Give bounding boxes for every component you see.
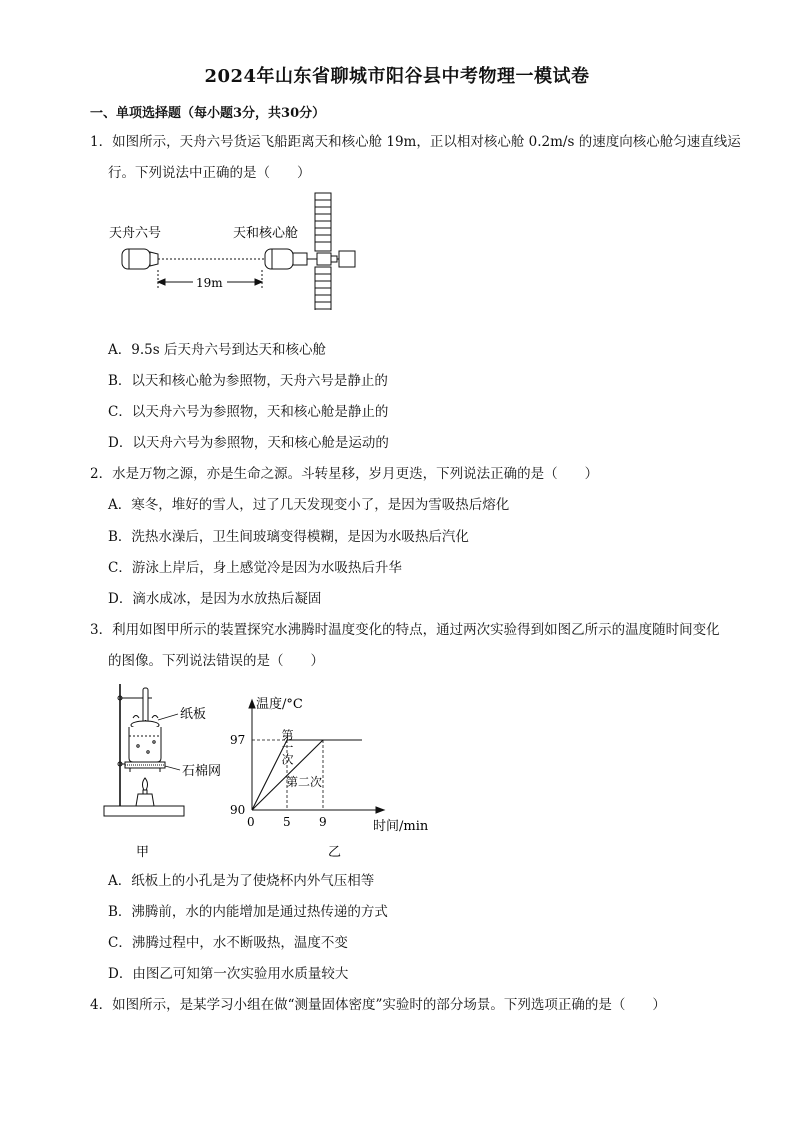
q1-label-tianhe: 天和核心舱 (233, 226, 299, 241)
q2-option-b: B．洗热水澡后，卫生间玻璃变得模糊，是因为水吸热后汽化 (108, 529, 469, 545)
label-paper-lid: 纸板 (180, 707, 207, 722)
series-first-label (258, 729, 294, 765)
label-asbestos-gauze: 石棉网 (182, 764, 222, 779)
graph-axes (249, 700, 384, 813)
graph-xtick-0: 0 (247, 815, 255, 829)
q3-option-a: A．纸板上的小孔是为了使烧杯内外气压相等 (108, 873, 375, 889)
q3-option-b: B．沸腾前，水的内能增加是通过热传递的方式 (108, 904, 388, 920)
q2-option-d: D．滴水成冰，是因为水放热后凝固 (108, 591, 322, 607)
q2-option-a: A．寒冬，堆好的雪人，过了几天发现变小了，是因为雪吸热后熔化 (108, 497, 510, 513)
alcohol-lamp-icon (136, 778, 154, 806)
q1-label-tianzhou: 天舟六号 (109, 226, 162, 241)
q2-stem: 2．水是万物之源，亦是生命之源。斗转星移，岁月更迭，下列说法正确的是（ ） (90, 466, 599, 482)
graph-ylabel: 温度/°C (256, 697, 303, 712)
q2-option-c: C．游泳上岸后，身上感觉冷是因为水吸热后升华 (108, 560, 402, 576)
q3-stem-line2: 的图像。下列说法错误的是（ ） (108, 653, 324, 669)
q1-option-c: C．以天舟六号为参照物，天和核心舱是静止的 (108, 404, 389, 420)
tianhe-station-icon (265, 193, 355, 310)
asbestos-gauze-icon (125, 762, 165, 772)
tianzhou-spacecraft-icon (122, 249, 158, 269)
q4-stem: 4．如图所示，是某学习小组在做“测量固体密度”实验时的部分场景。下列选项正确的是（ ） (90, 997, 666, 1013)
series-first-label-vertical: 第一次 (258, 729, 294, 743)
figure-jia-caption: 甲 (136, 845, 150, 860)
q1-distance-label: 19m (196, 276, 223, 290)
q1-option-b: B．以天和核心舱为参照物，天舟六号是静止的 (108, 373, 388, 389)
graph-xtick-5: 5 (283, 815, 291, 829)
q1-figure (105, 190, 375, 310)
q1-option-a: A．9.5s 后天舟六号到达天和核心舱 (108, 342, 326, 358)
q3-stem-line1: 3．利用如图甲所示的装置探究水沸腾时温度变化的特点，通过两次实验得到如图乙所示的温度随时间变化 (90, 622, 720, 638)
graph-ytick-90: 90 (230, 803, 246, 817)
q3-option-d: D．由图乙可知第一次实验用水质量较大 (108, 966, 349, 982)
beaker-icon (129, 727, 161, 762)
graph-ytick-97: 97 (230, 733, 246, 747)
section-heading: 一、单项选择题（每小题3分，共30分） (90, 106, 326, 121)
page-title: 2024年山东省聊城市阳谷县中考物理一模试卷 (204, 66, 590, 87)
q1-stem-line2: 行。下列说法中正确的是（ ） (108, 165, 311, 181)
graph-xlabel: 时间/min (373, 819, 429, 834)
paper-label-leader (158, 714, 178, 720)
series-second-label: 第二次 (286, 775, 323, 789)
q3-option-c: C．沸腾过程中，水不断吸热，温度不变 (108, 935, 348, 951)
q1-stem-line1: 1．如图所示，天舟六号货运飞船距离天和核心舱 19m，正以相对核心舱 0.2m/s 的速度向核心舱匀速直线运 (90, 134, 741, 150)
q3-temperature-graph (228, 690, 443, 862)
figure-yi-caption: 乙 (328, 845, 342, 860)
gauze-label-leader (165, 766, 180, 770)
graph-xtick-9: 9 (319, 815, 327, 829)
q1-option-d: D．以天舟六号为参照物，天和核心舱是运动的 (108, 435, 389, 451)
